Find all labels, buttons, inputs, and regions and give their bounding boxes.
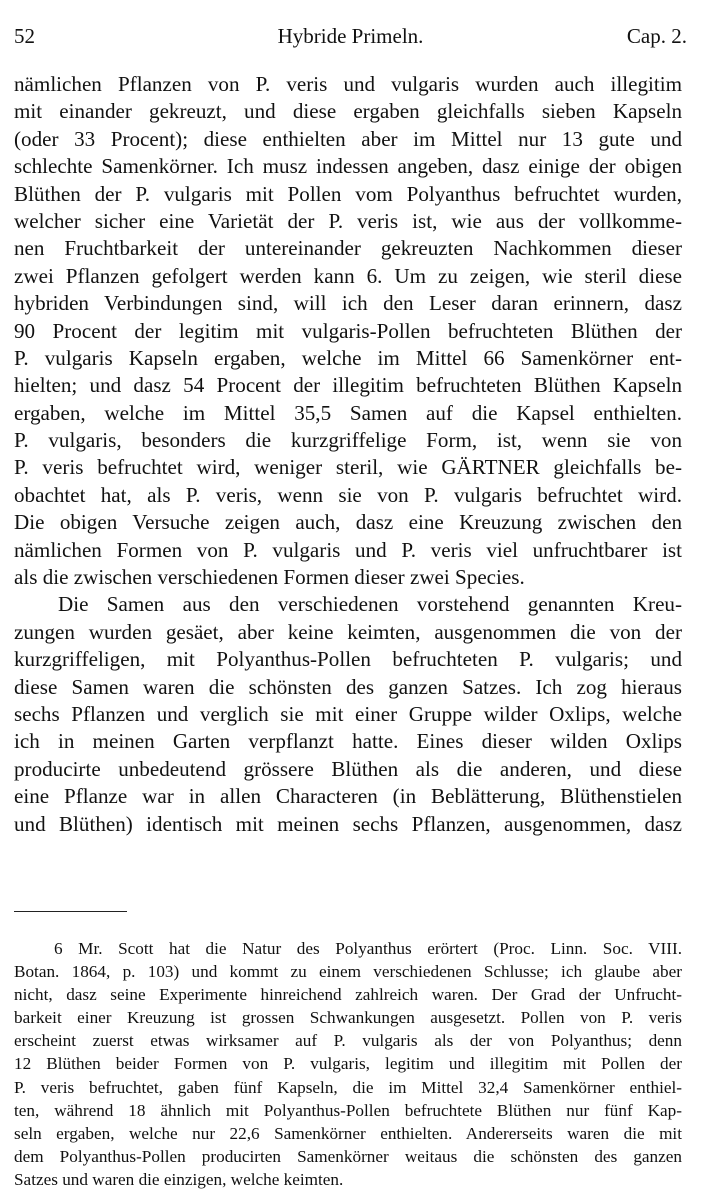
footnote-line: P. veris befruchtet, gaben fünf Kapseln, die im Mittel 32,4 Samenkörner enthiel- <box>14 1077 682 1097</box>
text-line: hybriden Verbindungen sind, will ich den Leser daran erinnern, dasz <box>14 291 682 316</box>
text-line: kurzgriffeligen, mit Polyanthus-Pollen befruchteten P. vulgaris; und <box>14 647 682 672</box>
text-line: P. vulgaris, besonders die kurzgriffelige Form, ist, wenn sie von <box>14 428 682 453</box>
text-line: ergaben, welche im Mittel 35,5 Samen auf die Kapsel enthielten. <box>14 400 682 425</box>
text-line: zwei Pflanzen gefolgert werden kann 6. Um zu zeigen, wie steril diese <box>14 263 682 288</box>
text-line: P. vulgaris Kapseln ergaben, welche im Mittel 66 Samenkörner ent- <box>14 345 682 370</box>
text-line: producirte unbedeutend grössere Blüthen als die anderen, und diese <box>14 756 682 781</box>
footnote-line: erscheint zuerst etwas wirksamer auf P. vulgaris als der von Polyanthus; denn <box>14 1031 682 1051</box>
text-line: P. veris befruchtet wird, weniger steril, wie GÄRTNER gleichfalls be- <box>14 455 682 480</box>
paragraph-first-line: Die Samen aus den verschiedenen vorstehend genannten Kreu- <box>58 592 682 617</box>
body-text <box>14 71 682 838</box>
text-line: Die obigen Versuche zeigen auch, dasz eine Kreuzung zwischen den <box>14 510 682 535</box>
text-line: und Blüthen) identisch mit meinen sechs Pflanzen, ausgenommen, dasz <box>14 811 682 836</box>
paragraph-last-line: als die zwischen verschiedenen Formen dieser zwei Species. <box>14 565 525 590</box>
text-line: (oder 33 Procent); diese enthielten aber im Mittel nur 13 gute und <box>14 126 682 151</box>
footnote-separator <box>14 911 127 912</box>
footnote-line: dem Polyanthus-Pollen producirten Samenkörner weitaus die schönsten des ganzen <box>14 1146 682 1166</box>
footnote-line: barkeit einer Kreuzung ist grossen Schwankungen ausgesetzt. Pollen von P. veris <box>14 1008 682 1028</box>
chapter-label: Cap. 2. <box>626 24 687 48</box>
footnote-line: ten, während 18 ähnlich mit Polyanthus-Pollen befruchtete Blüthen nur fünf Kap- <box>14 1100 682 1120</box>
text-line: mit einander gekreuzt, und diese ergaben gleichfalls sieben Kapseln <box>14 99 682 124</box>
text-line: sechs Pflanzen und verglich sie mit einer Gruppe wilder Oxlips, welche <box>14 701 682 726</box>
text-line: Blüthen der P. vulgaris mit Pollen vom Polyanthus befruchtet wurden, <box>14 181 682 206</box>
footnote-line: 12 Blüthen beider Formen von P. vulgaris, legitim und illegitim mit Pollen der <box>14 1054 682 1074</box>
footnotes <box>14 937 682 1191</box>
text-line: nen Fruchtbarkeit der untereinander gekreuzten Nachkommen dieser <box>14 236 682 261</box>
text-line: zungen wurden gesäet, aber keine keimten, ausgenommen die von der <box>14 619 682 644</box>
footnote-line: Botan. 1864, p. 103) und kommt zu einem verschiedenen Schlusse; ich glaube aber <box>14 962 682 982</box>
text-line: ich in meinen Garten verpflanzt hatte. Eines dieser wilden Oxlips <box>14 729 682 754</box>
text-line: eine Pflanze war in allen Characteren (in Beblätterung, Blüthenstielen <box>14 784 682 809</box>
running-title: Hybride Primeln. <box>277 24 424 48</box>
text-line: welcher sicher eine Varietät der P. veris ist, wie aus der vollkomme- <box>14 208 682 233</box>
page-number: 52 <box>14 24 35 48</box>
text-line: 90 Procent der legitim mit vulgaris-Pollen befruchteten Blüthen der <box>14 318 682 343</box>
text-line: obachtet hat, als P. veris, wenn sie von P. vulgaris befruchtet wird. <box>14 482 682 507</box>
text-line: diese Samen waren die schönsten des ganzen Satzes. Ich zog hieraus <box>14 674 682 699</box>
footnote-line: Satzes und waren die einzigen, welche keimten. <box>14 1169 344 1189</box>
text-line: nämlichen Pflanzen von P. veris und vulgaris wurden auch illegitim <box>14 72 682 96</box>
running-header <box>14 24 687 58</box>
footnote-line: 6 Mr. Scott hat die Natur des Polyanthus erörtert (Proc. Linn. Soc. VIII. <box>54 939 682 958</box>
text-line: nämlichen Formen von P. vulgaris und P. veris viel unfruchtbarer ist <box>14 537 682 562</box>
footnote-line: seln ergaben, welche nur 22,6 Samenkörner enthielten. Andererseits waren die mit <box>14 1123 682 1143</box>
footnote-line: nicht, dasz seine Experimente hinreichend zahlreich waren. Der Grad der Unfrucht- <box>14 985 682 1005</box>
text-line: hielten; und dasz 54 Procent der illegitim befruchteten Blüthen Kapseln <box>14 373 682 398</box>
text-line: schlechte Samenkörner. Ich musz indessen angeben, dasz einige der obigen <box>14 154 682 179</box>
